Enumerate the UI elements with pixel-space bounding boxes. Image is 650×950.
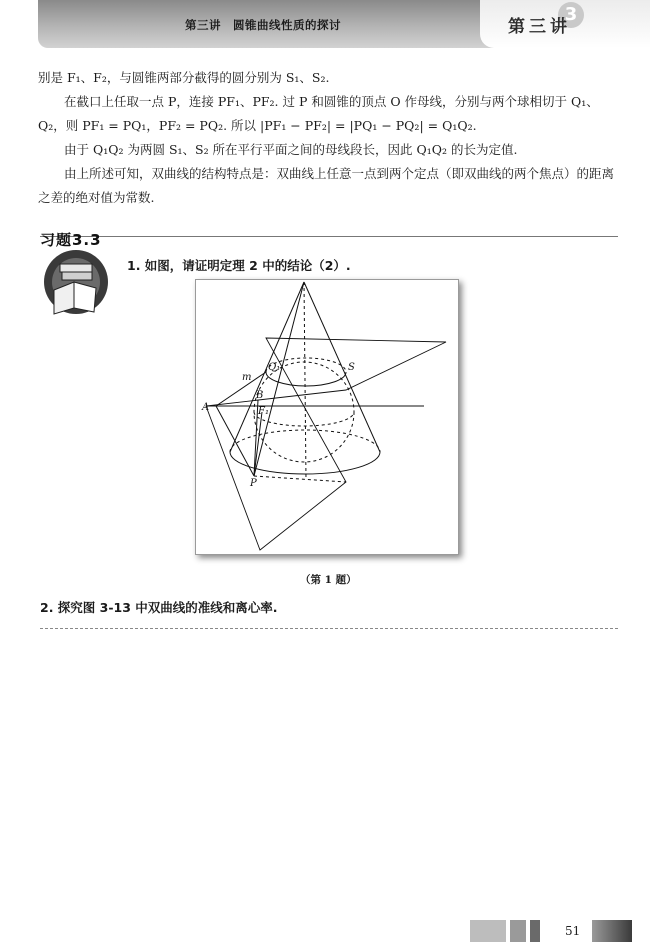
paragraph-1: 别是 F₁、F₂，与圆锥两部分截得的圆分别为 S₁、S₂.: [38, 70, 330, 85]
paragraph-4: 由上所述可知，双曲线的结构特点是：双曲线上任意一点到两个定点（即双曲线的两个焦点）的距离之差的绝对值为常数.: [38, 166, 615, 205]
question-2: 2. 探究图 3-13 中双曲线的准线和离心率.: [40, 600, 278, 615]
exercise-bottom-rule: [40, 628, 618, 629]
label-m: m: [242, 372, 252, 383]
label-f1: F₁: [258, 406, 269, 417]
label-s: S: [348, 362, 355, 373]
paragraph-2: 在截口上任取一点 P，连接 PF₁、PF₂. 过 P 和圆锥的顶点 O 作母线，分别与两个球相切于 Q₁、Q₂，则 PF₁ = PQ₁，PF₂ = PQ₂. 所以 |PF₁ − PF₂| = |PQ₁ − PQ₂| = Q₁Q₂.: [38, 94, 599, 133]
lecture-number-badge: 3: [558, 2, 584, 28]
cone-hyperbola-diagram: [196, 280, 458, 554]
paragraph-3: 由于 Q₁Q₂ 为两圆 S₁、S₂ 所在平行平面之间的母线段长，因此 Q₁Q₂ 的长为定值.: [64, 142, 518, 157]
figure-caption: （第 1 题）: [300, 574, 357, 586]
footer-decor-2: [510, 920, 526, 942]
footer-decor-3: [530, 920, 540, 942]
label-p: P: [250, 478, 257, 489]
label-a: A: [202, 402, 210, 413]
chapter-title: 第三讲 圆锥曲线性质的探讨: [185, 18, 341, 32]
label-q1: Q₁: [268, 362, 281, 373]
footer-decor-4: [592, 920, 632, 942]
exercise-top-rule: [40, 236, 618, 237]
page-number: 51: [565, 924, 581, 938]
question-1: 1. 如图，请证明定理 2 中的结论（2）.: [127, 258, 351, 273]
label-b: B: [256, 390, 264, 401]
footer-decor-1: [470, 920, 506, 942]
figure-frame: [196, 280, 458, 554]
lecture-label: 第三讲: [508, 17, 571, 37]
exercise-badge-label: 习题3.3: [40, 231, 102, 249]
